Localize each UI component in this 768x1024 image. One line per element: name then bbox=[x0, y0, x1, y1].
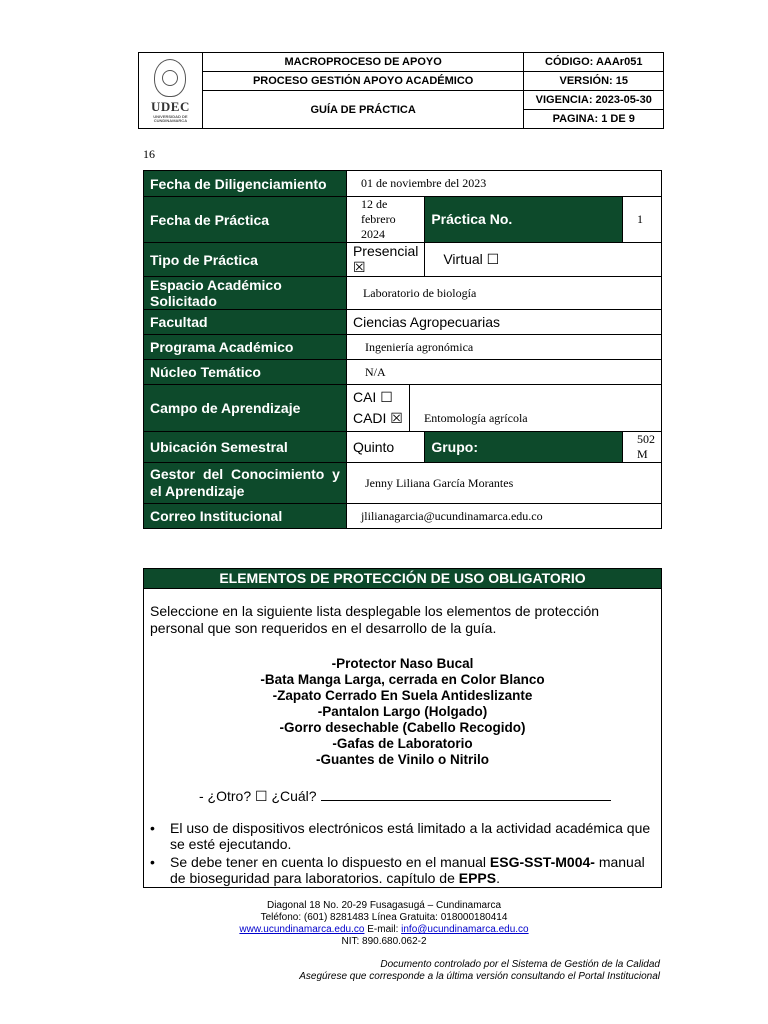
bullet-icon: • bbox=[150, 820, 155, 836]
grupo-value: 502 M bbox=[623, 432, 662, 463]
control-line-2: Asegúrese que corresponde a la última versión consultando el Portal Institucional bbox=[299, 971, 660, 982]
fecha-practica-label: Fecha de Práctica bbox=[144, 197, 347, 243]
epp-item: -Guantes de Vinilo o Nitrilo bbox=[315, 752, 489, 767]
espacio-label: Espacio Académico Solicitado bbox=[144, 277, 347, 310]
page-number: 16 bbox=[143, 147, 155, 161]
footer-phone: Teléfono: (601) 8281483 Línea Gratuita: 018000180414 bbox=[260, 912, 508, 923]
note-text-end: . bbox=[496, 870, 500, 886]
footer-nit: NIT: 890.680.062-2 bbox=[341, 936, 427, 947]
note-text-mid: manual de bioseguridad para laboratorios. capítulo de bbox=[170, 854, 645, 886]
email-link[interactable]: info@ucundinamarca.edu.co bbox=[401, 924, 529, 935]
epp-item: -Gafas de Laboratorio bbox=[332, 736, 473, 751]
footer-contact bbox=[0, 924, 768, 936]
epp-item: -Bata Manga Larga, cerrada en Color Blanco bbox=[260, 672, 545, 687]
document-header bbox=[138, 52, 664, 129]
practice-info-table bbox=[143, 170, 662, 529]
cai-option: CAI ☐ bbox=[352, 389, 393, 405]
footer bbox=[0, 900, 768, 948]
epp-other-label: - ¿Otro? ☐ ¿Cuál? bbox=[199, 788, 317, 804]
grupo-label: Grupo: bbox=[425, 432, 623, 463]
ubicacion-value: Quinto bbox=[346, 432, 424, 463]
epp-item: -Protector Naso Bucal bbox=[331, 656, 474, 671]
campo-options bbox=[346, 385, 409, 432]
epp-list bbox=[144, 656, 661, 768]
guia-title: GUÍA DE PRÁCTICA bbox=[202, 91, 524, 129]
epp-note-text bbox=[170, 854, 658, 886]
proceso-title: PROCESO GESTIÓN APOYO ACADÉMICO bbox=[202, 72, 524, 91]
control-line-1: Documento controlado por el Sistema de Gestión de la Calidad bbox=[380, 959, 660, 970]
tipo-practica-label: Tipo de Práctica bbox=[144, 243, 347, 277]
campo-value: Entomología agrícola bbox=[409, 385, 661, 432]
pagina-cell: PAGINA: 1 DE 9 bbox=[524, 110, 664, 129]
fecha-practica-value: 12 de febrero 2024 bbox=[346, 197, 424, 243]
gestor-label: Gestor del Conocimiento y el Aprendizaje bbox=[144, 463, 347, 504]
epp-note bbox=[150, 854, 658, 886]
codigo-cell: CÓDIGO: AAAr051 bbox=[524, 53, 664, 72]
epp-item: -Pantalon Largo (Holgado) bbox=[317, 704, 488, 719]
virtual-option: Virtual ☐ bbox=[425, 243, 662, 277]
epp-notes bbox=[150, 820, 658, 888]
epp-item: -Zapato Cerrado En Suela Antideslizante bbox=[272, 688, 533, 703]
espacio-value: Laboratorio de biología bbox=[346, 277, 661, 310]
nucleo-label: Núcleo Temático bbox=[144, 360, 347, 385]
vigencia-cell: VIGENCIA: 2023-05-30 bbox=[524, 91, 664, 110]
manual-code: ESG-SST-M004- bbox=[489, 854, 595, 870]
email-label: E-mail: bbox=[364, 924, 402, 935]
seal-icon bbox=[154, 59, 186, 97]
document-control-note bbox=[200, 959, 660, 983]
practica-no-value: 1 bbox=[623, 197, 662, 243]
epp-section bbox=[143, 568, 662, 888]
epps-label: EPPS bbox=[458, 870, 497, 886]
epp-title: ELEMENTOS DE PROTECCIÓN DE USO OBLIGATORIO bbox=[144, 569, 661, 589]
footer-address: Diagonal 18 No. 20-29 Fusagasugá – Cundinamarca bbox=[266, 900, 502, 911]
fecha-diligenciamiento-label: Fecha de Diligenciamiento bbox=[144, 171, 347, 197]
campo-label: Campo de Aprendizaje bbox=[144, 385, 347, 432]
epp-other-input-line[interactable] bbox=[321, 788, 611, 801]
practica-no-label: Práctica No. bbox=[425, 197, 623, 243]
logo-cell bbox=[139, 53, 203, 129]
epp-item: -Gorro desechable (Cabello Recogido) bbox=[279, 720, 526, 735]
logo-brand: UDEC bbox=[151, 98, 190, 114]
epp-intro: Seleccione en la siguiente lista desplegable los elementos de protección personal que son requeridos en el desarrollo de la guía. bbox=[150, 603, 600, 636]
cadi-option: CADI ☒ bbox=[352, 410, 403, 426]
facultad-label: Facultad bbox=[144, 310, 347, 335]
nucleo-value: N/A bbox=[346, 360, 661, 385]
epp-other bbox=[199, 788, 611, 805]
website-link[interactable]: www.ucundinamarca.edu.co bbox=[239, 924, 365, 935]
fecha-diligenciamiento-value: 01 de noviembre del 2023 bbox=[346, 171, 661, 197]
epp-note-text: El uso de dispositivos electrónicos está limitado a la actividad académica que se esté ejecutando. bbox=[170, 820, 651, 852]
logo-subtitle: UNIVERSIDAD DE CUNDINAMARCA bbox=[153, 113, 188, 123]
programa-label: Programa Académico bbox=[144, 335, 347, 360]
correo-value: jlilianagarcia@ucundinamarca.edu.co bbox=[346, 504, 661, 529]
presencial-option: Presencial ☒ bbox=[346, 243, 424, 277]
bullet-icon: • bbox=[150, 854, 155, 870]
facultad-value: Ciencias Agropecuarias bbox=[346, 310, 661, 335]
epp-note bbox=[150, 820, 658, 852]
ubicacion-label: Ubicación Semestral bbox=[144, 432, 347, 463]
udec-logo bbox=[139, 59, 202, 123]
version-cell: VERSIÓN: 15 bbox=[524, 72, 664, 91]
macroproceso-title: MACROPROCESO DE APOYO bbox=[202, 53, 524, 72]
gestor-value: Jenny Liliana García Morantes bbox=[346, 463, 661, 504]
programa-value: Ingeniería agronómica bbox=[346, 335, 661, 360]
note-text-pre: Se debe tener en cuenta lo dispuesto en el manual bbox=[170, 854, 490, 870]
correo-label: Correo Institucional bbox=[144, 504, 347, 529]
